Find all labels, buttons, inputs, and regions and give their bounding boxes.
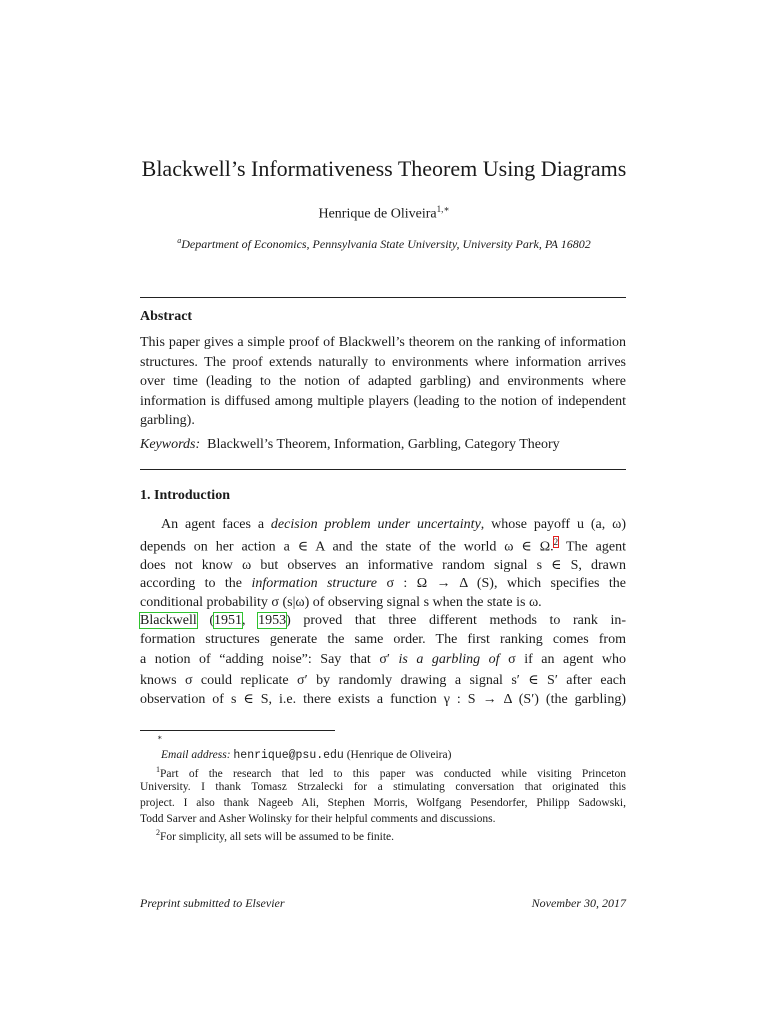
intro-line: formation structures generate the same order. The first ranking comes from bbox=[140, 632, 626, 647]
paper-title: Blackwell’s Informativeness Theorem Using Diagrams bbox=[141, 156, 627, 181]
intro-line: conditional probability σ (s|ω) of observing signal s when the state is ω. bbox=[140, 595, 542, 610]
intro-line: according to the information structure σ : Ω → Δ (S), which specifies the bbox=[140, 576, 627, 591]
intro-line: Blackwell (1951, 1953) proved that three different methods to rank in- bbox=[140, 613, 626, 628]
keywords-label: Keywords: bbox=[140, 437, 201, 452]
footnote-star-mark: ∗ bbox=[157, 733, 163, 742]
affiliation-mark: a bbox=[177, 236, 182, 245]
author-name: Henrique de Oliveira bbox=[318, 206, 437, 222]
footer-date: November 30, 2017 bbox=[531, 896, 626, 910]
affiliation bbox=[0, 236, 768, 252]
author-line bbox=[0, 204, 768, 223]
footnote-2: $^2$For simplicity, all sets will be assumed to be finite. bbox=[156, 828, 395, 843]
abstract-body: This paper gives a simple proof of Blackwell’s theorem on the ranking of information structures. The proof extends naturally to environments where information arrives over time (leading to the notion of adapted garbling) and environments where information is diffused among multiple players (leading to the notion of independent garbling). bbox=[140, 335, 626, 429]
affiliation-text: Department of Economics, Pennsylvania State University, University Park, PA 16802 bbox=[181, 237, 591, 251]
footnote-1-line: Todd Sarver and Asher Wolinsky for their helpful comments and discussions. bbox=[140, 813, 496, 825]
footnote-2-link[interactable]: 2 bbox=[553, 537, 559, 547]
footnote-1: $^1$Part of the research that led to this paper was conducted while visiting Princeton bbox=[156, 765, 626, 780]
keywords-list: Blackwell’s Theorem, Information, Garbling, Category Theory bbox=[207, 437, 560, 452]
footnote-email: Email address: henrique@psu.edu (Henrique de Oliveira) bbox=[161, 749, 452, 762]
email-link[interactable]: henrique@psu.edu bbox=[233, 749, 344, 762]
intro-line: a notion of “adding noise”: Say that σ′ is a garbling of σ if an agent who bbox=[140, 652, 626, 667]
citation-blackwell[interactable]: Blackwell bbox=[140, 613, 197, 628]
footnote-rule bbox=[140, 730, 335, 731]
keywords-line bbox=[140, 437, 626, 453]
footnote-1-line: project. I also thank Nageeb Ali, Stephen Morris, Wolfgang Pesendorfer, Philipp Sadowski, bbox=[140, 797, 626, 809]
intro-line: knows σ could replicate σ′ by randomly drawing a signal s′ ∈ S′ after each bbox=[140, 673, 626, 688]
citation-1953[interactable]: 1953 bbox=[258, 613, 287, 628]
footer-preprint-note: Preprint submitted to Elsevier bbox=[140, 896, 285, 910]
intro-line: An agent faces a decision problem under uncertainty, whose payoff u (a, ω) bbox=[161, 517, 626, 532]
intro-line: does not know ω but observes an informative random signal s ∈ S, drawn bbox=[140, 558, 626, 573]
abstract-top-rule bbox=[140, 297, 626, 298]
intro-line: observation of s ∈ S, i.e. there exists a function γ : S → Δ (S′) (the garbling) bbox=[140, 692, 626, 707]
intro-line: depends on her action a ∈ A and the state of the world ω ∈ Ω.$^2$ The agent bbox=[140, 537, 626, 555]
citation-1951[interactable]: 1951 bbox=[214, 613, 243, 628]
footnote-1-line: University. I thank Tomasz Strzalecki for a stimulating conversation that originated this bbox=[140, 781, 626, 793]
abstract-heading: Abstract bbox=[140, 309, 193, 324]
section-heading: 1. Introduction bbox=[140, 488, 230, 503]
abstract-bottom-rule bbox=[140, 469, 626, 470]
author-marks: 1,∗ bbox=[436, 204, 450, 214]
